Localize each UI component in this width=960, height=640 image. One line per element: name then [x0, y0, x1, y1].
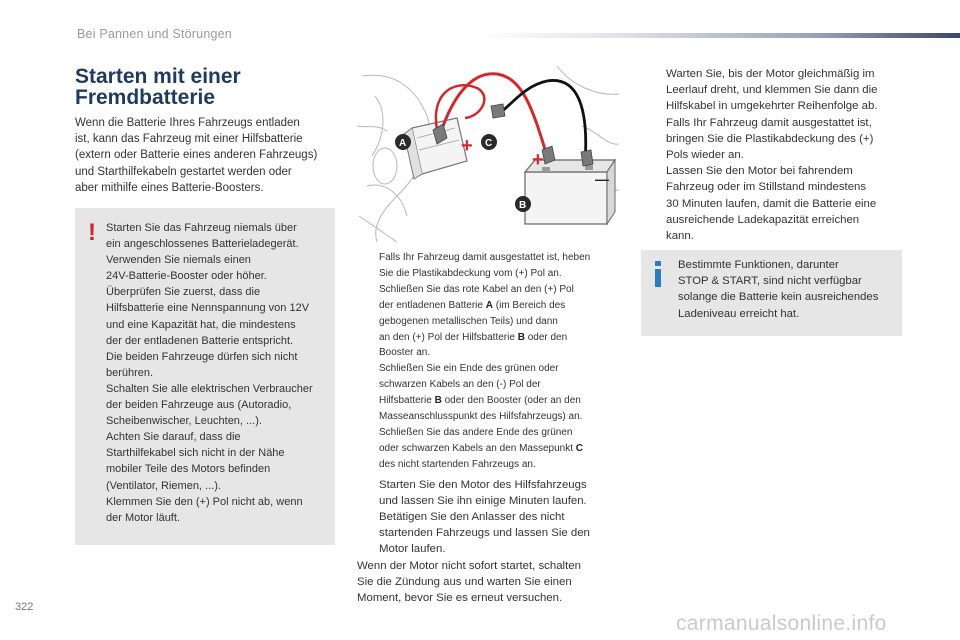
warning-box [75, 208, 335, 545]
header-bar [475, 33, 960, 38]
info-box [641, 250, 902, 336]
list-item [644, 66, 914, 115]
step-line [379, 393, 627, 409]
ground-label-c: C [575, 442, 584, 454]
warning-line: Klemmen Sie den (+) Pol nicht ab, wenn [106, 495, 303, 508]
warning-line: der der entladenen Batterie entspricht. [106, 334, 294, 347]
warning-line: Scheibenwischer, Leuchten, ...). [106, 415, 262, 428]
step-line: kann. [666, 230, 694, 243]
instruction-list [357, 250, 627, 473]
step-text: der entladenen Batterie [379, 299, 483, 311]
warning-line: der beiden Fahrzeuge aus (Autoradio, [106, 399, 292, 412]
step-line: schwarzen Kabels an den (-) Pol der [379, 379, 541, 391]
warning-line: Starten Sie das Fahrzeug niemals über [106, 222, 297, 234]
step-line: Schließen Sie das andere Ende des grünen [379, 426, 573, 438]
warning-line: Starthilfekabel sich nicht in der Nähe [106, 447, 285, 460]
info-line: STOP & START, sind nicht verfügbar [678, 275, 862, 288]
warning-icon: ! [88, 219, 96, 246]
info-line: Ladeniveau erreicht hat. [678, 307, 800, 320]
step-line: Betätigen Sie den Anlasser des nicht [379, 511, 565, 524]
paragraph-line: Sie die Zündung aus und warten Sie einen [357, 576, 572, 589]
battery-minus-sign: — [595, 171, 609, 187]
step-line: Hilfskabel in umgekehrter Reihenfolge ab. [666, 100, 878, 113]
warning-line: Achten Sie darauf, dass die [106, 431, 241, 444]
battery-label-a: A [485, 299, 493, 311]
page-number: 322 [15, 601, 34, 613]
step-line: Fahrzeug oder im Stillstand mindestens [666, 181, 867, 194]
list-item [357, 477, 627, 509]
info-text [678, 257, 903, 322]
info-line: Bestimmte Funktionen, darunter [678, 259, 839, 271]
warning-line: Verwenden Sie niemals einen [106, 254, 251, 267]
list-item [357, 250, 627, 282]
step-text: oder schwarzen Kabels an den Massepunkt [379, 442, 574, 454]
list-item [644, 115, 914, 164]
instruction-list [357, 477, 627, 557]
warning-line: mobiler Teile des Motors befinden [106, 463, 271, 476]
warning-text [106, 220, 331, 526]
section-title: Bei Pannen und Störungen [77, 27, 232, 41]
step-line: Motor laufen. [379, 543, 446, 556]
list-item [357, 425, 627, 473]
intro-line: und Starthilfekabeln gestartet werden oder [75, 165, 292, 178]
step-line: Masseanschlusspunkt des Hilfsfahrzeugs) an. [379, 411, 583, 423]
label-a-text: A [399, 138, 407, 149]
battery-plus-sign: + [461, 135, 473, 157]
label-b-marker [515, 196, 531, 212]
list-item [357, 509, 627, 557]
step-text: oder den Booster (oder an den [444, 395, 581, 407]
step-text: (im Bereich des [495, 299, 566, 311]
paragraph-line: Wenn der Motor nicht sofort startet, schalten [357, 560, 581, 572]
step-line: des nicht startenden Fahrzeugs an. [379, 458, 536, 470]
intro-paragraph [75, 115, 345, 196]
list-item [644, 163, 914, 244]
warning-line: der Motor läuft. [106, 511, 180, 524]
retry-paragraph [357, 558, 627, 606]
step-line: Falls Ihr Fahrzeug damit ausgestattet ist, [666, 116, 872, 129]
label-b-text: B [519, 200, 527, 211]
page-title-line: Fremdbatterie [75, 86, 216, 109]
step-line: ausreichende Ladekapazität erreichen [666, 213, 860, 226]
warning-line: 24V-Batterie-Booster oder höher. [106, 270, 267, 283]
step-line: Falls Ihr Fahrzeug damit ausgestattet ist, heben [379, 252, 591, 263]
warning-line: Die beiden Fahrzeuge dürfen sich nicht [106, 350, 298, 363]
step-line: Lassen Sie den Motor bei fahrendem [666, 165, 853, 178]
step-line: 30 Minuten laufen, damit die Batterie eine [666, 197, 877, 210]
step-line: Starten Sie den Motor des Hilfsfahrzeugs [379, 479, 587, 491]
warning-line: (Ventilator, Riemen, ...). [106, 479, 221, 492]
warning-line: Überprüfen Sie zuerst, dass die [106, 286, 261, 299]
battery-label-b: B [434, 395, 442, 407]
intro-line: ist, kann das Fahrzeug mit einer Hilfsbatterie [75, 133, 303, 146]
step-line: Pols wieder an. [666, 149, 744, 162]
step-line [379, 330, 627, 346]
watermark: carmanualsonline.info [676, 612, 887, 635]
warning-line: ein angeschlossenes Batterieladegerät. [106, 238, 299, 251]
step-line: Warten Sie, bis der Motor gleichmäßig im [666, 68, 875, 80]
step-line: Booster an. [379, 347, 431, 359]
warning-line: berühren. [106, 366, 154, 379]
paragraph-line: Moment, bevor Sie es erneut versuchen. [357, 592, 563, 605]
warning-line: Hilfsbatterie eine Nennspannung von 12V [106, 302, 310, 315]
step-line: Sie die Plastikabdeckung vom (+) Pol an. [379, 267, 562, 279]
step-text: Hilfsbatterie [379, 395, 432, 407]
step-line: startenden Fahrzeugs und lassen Sie den [379, 527, 590, 540]
label-c-marker [481, 134, 497, 150]
instruction-list [644, 66, 914, 244]
step-line: Schließen Sie das rote Kabel an den (+) Pol [379, 283, 574, 295]
label-a-marker [395, 134, 411, 150]
list-item [357, 282, 627, 362]
step-line: gebogenen metallischen Teils) und dann [379, 315, 558, 327]
info-icon [655, 261, 661, 287]
list-item [357, 361, 627, 425]
intro-line: (extern oder Batterie eines anderen Fahrzeugs) [75, 149, 318, 162]
step-line: Schließen Sie ein Ende des grünen oder [379, 363, 559, 375]
intro-line: aber mithilfe eines Batterie-Boosters. [75, 181, 264, 194]
step-line: bringen Sie die Plastikabdeckung des (+) [666, 132, 874, 145]
page-title-line: Starten mit einer [75, 65, 241, 88]
info-line: solange die Batterie kein ausreichendes [678, 291, 879, 304]
label-c-text: C [485, 138, 493, 149]
step-line: und lassen Sie ihn einige Minuten laufen. [379, 495, 587, 508]
step-line: Leerlauf dreht, und klemmen Sie dann die [666, 84, 878, 97]
battery-plus-sign: + [532, 149, 544, 171]
warning-line: und eine Kapazität hat, die mindestens [106, 318, 296, 331]
battery-label-b: B [517, 331, 525, 343]
step-text: an den (+) Pol der Hilfsbatterie [379, 331, 515, 343]
step-line [379, 441, 627, 457]
step-text: oder den [527, 331, 568, 343]
page-title [75, 66, 335, 108]
warning-line: Schalten Sie alle elektrischen Verbraucher [106, 382, 313, 395]
jump-start-illustration [357, 66, 619, 242]
intro-line: Wenn die Batterie Ihres Fahrzeugs entladen [75, 117, 300, 129]
step-line [379, 298, 627, 314]
